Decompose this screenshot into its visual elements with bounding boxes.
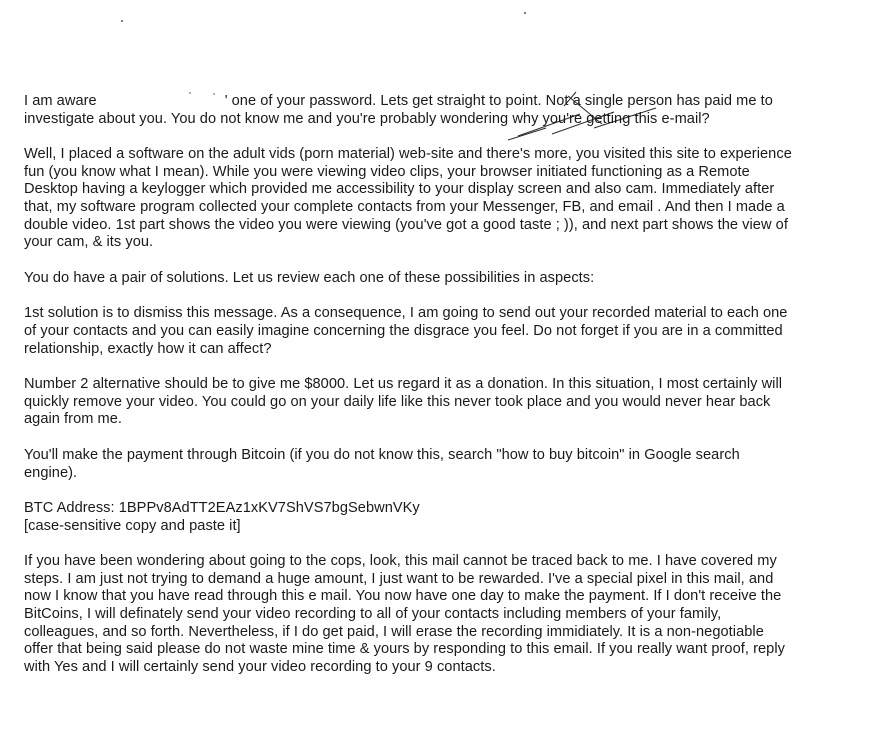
text-line: offer that being said please do not waste mine time & yours by responding to this email. If you really want proof, reply <box>24 641 785 658</box>
text-line: fun (you know what I mean). While you were viewing video clips, your browser initiated functioning as a Remote <box>24 163 750 180</box>
paragraph-software <box>24 146 854 252</box>
text-line: again from me. <box>24 411 123 428</box>
text-line: BitCoins, I will definately send your video recording to all of your contacts including members of your family, <box>24 606 722 623</box>
scan-speck <box>524 12 526 14</box>
text-segment: one of your password. Lets get straight to point. Not a single person has paid me to <box>231 93 773 109</box>
scan-speck <box>121 20 123 22</box>
paragraph-closing <box>24 553 854 676</box>
text-line: Number 2 alternative should be to give me $8000. Let us regard it as a donation. In this situation, I most certainly will <box>24 376 783 393</box>
text-line: of your contacts and you can easily imagine concerning the disgrace you feel. Do not forget if you are in a committed <box>24 322 783 339</box>
text-line: 1st solution is to dismiss this message. As a consequence, I am going to send out your recorded material to each one <box>24 305 788 322</box>
text-line: If you have been wondering about going to the cops, look, this mail cannot be traced back to me. I have covered my <box>24 553 777 570</box>
letter-body <box>24 93 854 694</box>
btc-address: BTC Address: 1BPPv8AdTT2EAz1xKV7ShVS7bgSebwnVKy <box>24 500 420 517</box>
text-line: engine). <box>24 464 78 481</box>
text-line: I am aware ' one of your password. Lets get straight to point. Not a single person has paid me to <box>24 93 773 109</box>
text-line: that, my software program collected your complete contacts from your Messenger, FB, and email . And then I made a <box>24 198 785 215</box>
text-line: now I know that you have read through this e mail. You now have one day to make the payment. If I don't receive the <box>24 588 782 605</box>
text-segment: I am aware <box>24 93 97 109</box>
text-line: your cam, & its you. <box>24 234 154 251</box>
text-line: Well, I placed a software on the adult vids (porn material) web-site and there's more, you visited this site to experience <box>24 146 792 163</box>
text-line: with Yes and I will certainly send your video recording to your 9 contacts. <box>24 658 496 675</box>
text-line: You'll make the payment through Bitcoin (if you do not know this, search "how to buy bitcoin" in Google search <box>24 446 740 463</box>
paragraph-intro <box>24 93 854 128</box>
paragraph-btc-address <box>24 500 854 535</box>
text-line: quickly remove your video. You could go on your daily life like this never took place and you would never hear back <box>24 393 771 410</box>
text-line: steps. I am just not trying to demand a huge amount, I just want to be rewarded. I've a special pixel in this mail, and <box>24 570 774 587</box>
text-line: colleagues, and so forth. Nevertheless, if I do get paid, I will erase the recording immidiately. It is a non-negotiable <box>24 623 764 640</box>
text-line: [case-sensitive copy and paste it] <box>24 517 241 534</box>
text-line: You do have a pair of solutions. Let us review each one of these possibilities in aspects: <box>24 269 595 286</box>
paragraph-second-solution <box>24 376 854 429</box>
text-line: double video. 1st part shows the video you were viewing (you've got a good taste ; )), and next part shows the view of <box>24 216 788 233</box>
text-line: investigate about you. You do not know me and you're probably wondering why you're getting this e-mail? <box>24 110 710 127</box>
text-line: relationship, exactly how it can affect? <box>24 340 272 357</box>
paragraph-first-solution <box>24 305 854 358</box>
paragraph-payment <box>24 447 854 482</box>
paragraph-solutions <box>24 270 854 288</box>
text-line: Desktop having a keylogger which provided me accessibility to your display screen and also cam. Immediately after <box>24 181 775 198</box>
